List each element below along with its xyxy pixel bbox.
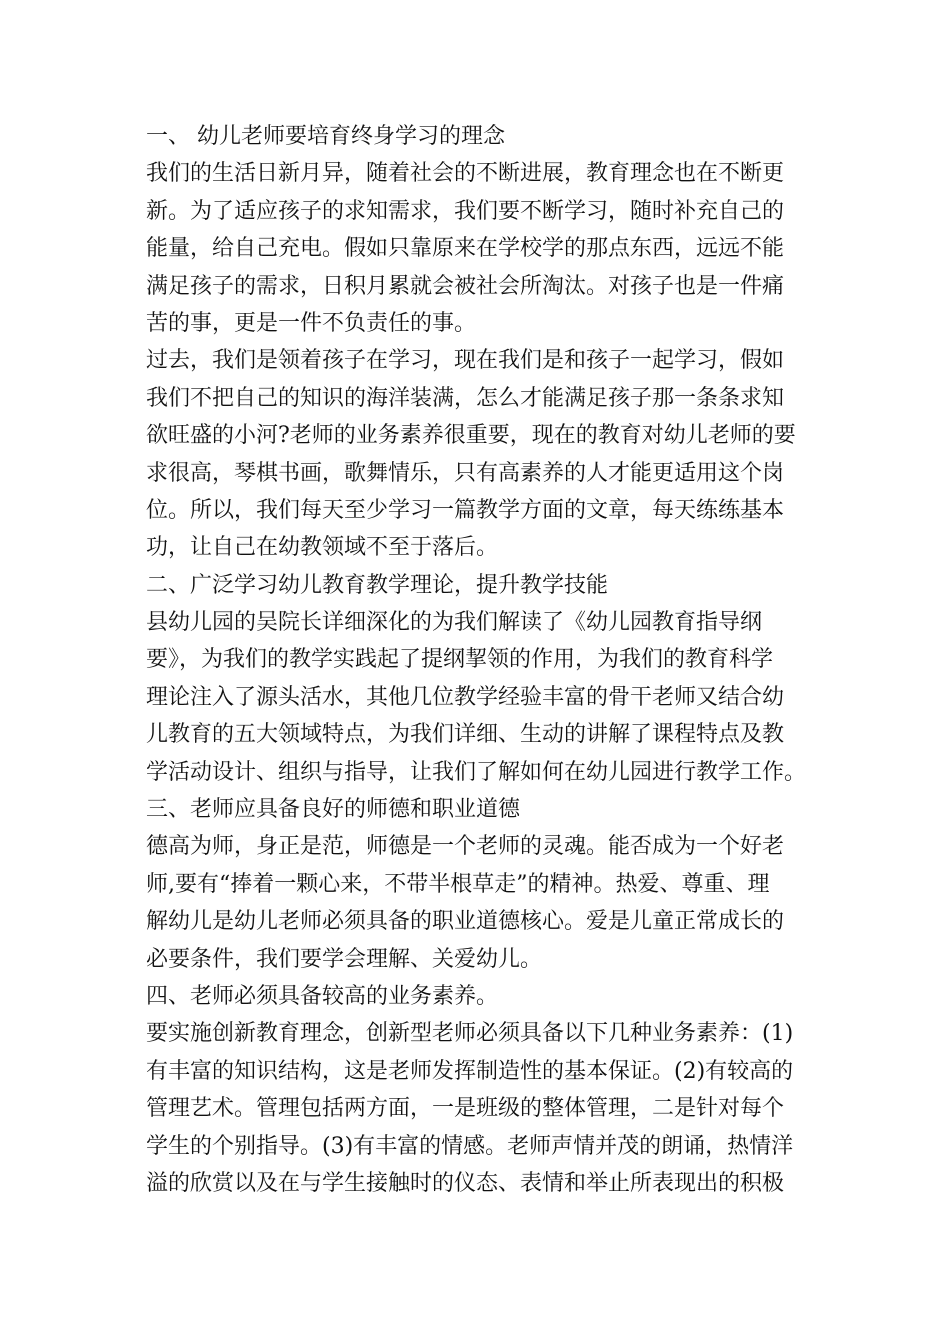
paragraph-line: 学活动设计、组织与指导，让我们了解如何在幼儿园进行教学工作。: [146, 759, 807, 785]
paragraph-line: 功，让自己在幼教领域不至于落后。: [146, 535, 499, 561]
paragraph-line: 求很高，琴棋书画，歌舞情乐，只有高素养的人才能更适用这个岗: [146, 460, 785, 486]
paragraph-line: 过去，我们是领着孩子在学习，现在我们是和孩子一起学习，假如: [146, 348, 785, 374]
section-heading-1: 一、 幼儿老师要培育终身学习的理念: [146, 124, 505, 149]
paragraph-line: 我们不把自己的知识的海洋装满，怎么才能满足孩子那一条条求知: [146, 385, 785, 411]
paragraph-line: 德高为师，身正是范，师德是一个老师的灵魂。能否成为一个好老: [146, 834, 785, 860]
paragraph-line: 必要条件，我们要学会理解、关爱幼儿。: [146, 946, 543, 972]
paragraph-line: 要实施创新教育理念，创新型老师必须具备以下几种业务素养：(1): [146, 1021, 794, 1047]
paragraph-line: 师,要有“捧着一颗心来，不带半根草走”的精神。热爱、尊重、理: [146, 871, 770, 897]
paragraph-line: 有丰富的知识结构，这是老师发挥制造性的基本保证。(2)有较高的: [146, 1058, 794, 1084]
section-heading-4: 四、老师必须具备较高的业务素养。: [146, 983, 499, 1009]
paragraph-line: 学生的个别指导。(3)有丰富的情感。老师声情并茂的朗诵，热情洋: [146, 1133, 794, 1159]
paragraph-line: 管理艺术。管理包括两方面，一是班级的整体管理，二是针对每个: [146, 1096, 785, 1122]
document-body: [146, 118, 806, 1202]
section-heading-3: 三、老师应具备良好的师德和职业道德: [146, 797, 521, 823]
paragraph-line: 县幼儿园的吴院长详细深化的为我们解读了《幼儿园教育指导纲: [146, 610, 763, 636]
paragraph-line: 能量，给自己充电。假如只靠原来在学校学的那点东西，远远不能: [146, 236, 785, 262]
paragraph-line: 新。为了适应孩子的求知需求，我们要不断学习，随时补充自己的: [146, 198, 785, 224]
paragraph-line: 要》，为我们的教学实践起了提纲挈领的作用，为我们的教育科学: [146, 647, 774, 673]
paragraph-line: 解幼儿是幼儿老师必须具备的职业道德核心。爱是儿童正常成长的: [146, 909, 785, 935]
paragraph-line: 我们的生活日新月异，随着社会的不断进展，教育理念也在不断更: [146, 161, 785, 187]
paragraph-line: 位。所以，我们每天至少学习一篇教学方面的文章，每天练练基本: [146, 497, 785, 523]
paragraph-line: 苦的事，更是一件不负责任的事。: [146, 310, 477, 336]
paragraph-line: 满足孩子的需求，日积月累就会被社会所淘汰。对孩子也是一件痛: [146, 273, 785, 299]
section-heading-2: 二、广泛学习幼儿教育教学理论，提升教学技能: [146, 572, 609, 598]
paragraph-line: 欲旺盛的小河?老师的业务素养很重要，现在的教育对幼儿老师的要: [146, 423, 796, 449]
paragraph-line: 溢的欣赏以及在与学生接触时的仪态、表情和举止所表现出的积极: [146, 1170, 785, 1196]
paragraph-line: 理论注入了源头活水，其他几位教学经验丰富的骨干老师又结合幼: [146, 684, 785, 710]
paragraph-line: 儿教育的五大领域特点，为我们详细、生动的讲解了课程特点及教: [146, 722, 785, 748]
